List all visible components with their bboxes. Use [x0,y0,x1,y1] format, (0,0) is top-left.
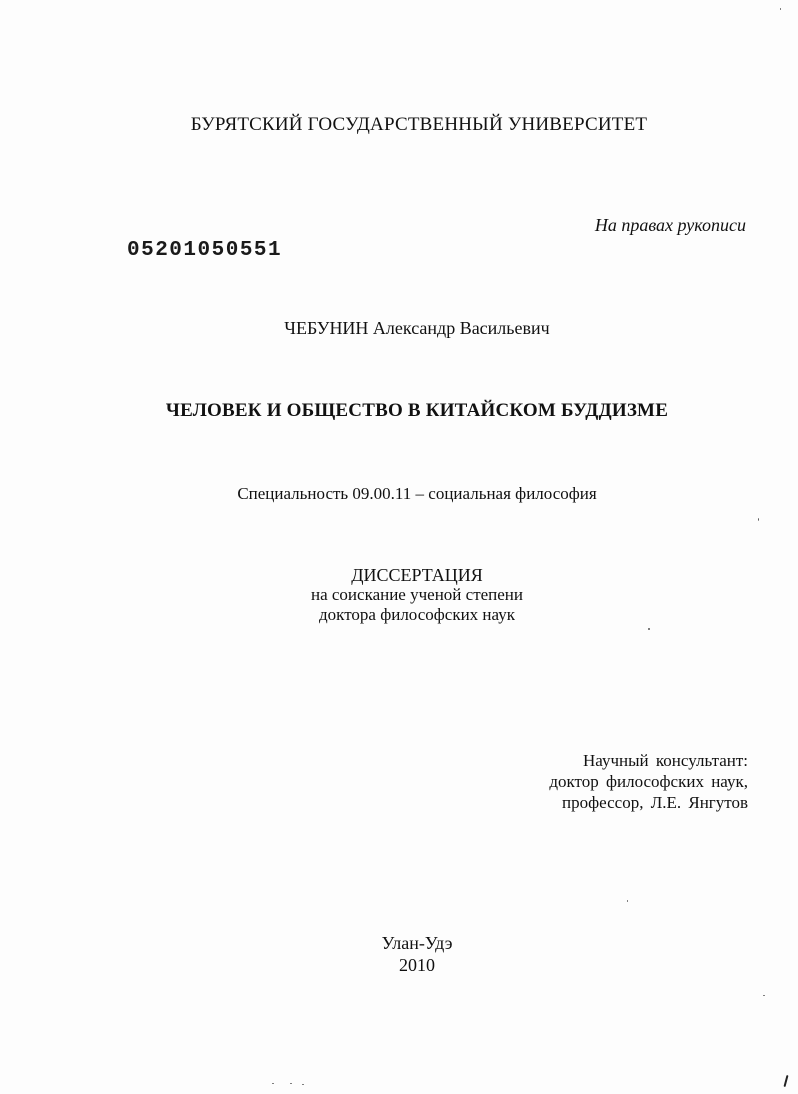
consultant-block [549,750,748,813]
scan-speck [290,1083,292,1084]
dissertation-heading: ДИССЕРТАЦИЯ [351,565,483,585]
scan-speck [272,1083,274,1084]
scan-speck [302,1084,304,1085]
scan-speck [780,8,781,10]
dissertation-block [0,565,798,625]
scan-speck [783,1075,788,1087]
consultant-degree: доктор философских наук, [549,772,748,791]
scan-speck [627,900,628,902]
specialty: Специальность 09.00.11 – социальная философия [237,484,597,503]
author-name: ЧЕБУНИН Александр Васильевич [284,318,550,338]
consultant-name: профессор, Л.Е. Янгутов [562,793,748,812]
city: Улан-Удэ [381,933,453,953]
scan-speck [758,518,759,521]
scan-speck [763,995,765,996]
degree-line-1: на соискание ученой степени [310,585,524,604]
catalog-code: 05201050551 [127,239,283,262]
rights-note: На правах рукописи [594,215,746,235]
scan-speck [648,628,650,630]
dissertation-title: ЧЕЛОВЕК И ОБЩЕСТВО В КИТАЙСКОМ БУДДИЗМЕ [165,400,669,421]
year: 2010 [399,955,435,975]
place-date-block [0,932,798,976]
degree-line-2: доктора философских наук [319,605,515,624]
consultant-label: Научный консультант: [583,751,748,770]
university-name: БУРЯТСКИЙ ГОСУДАРСТВЕННЫЙ УНИВЕРСИТЕТ [190,114,648,135]
